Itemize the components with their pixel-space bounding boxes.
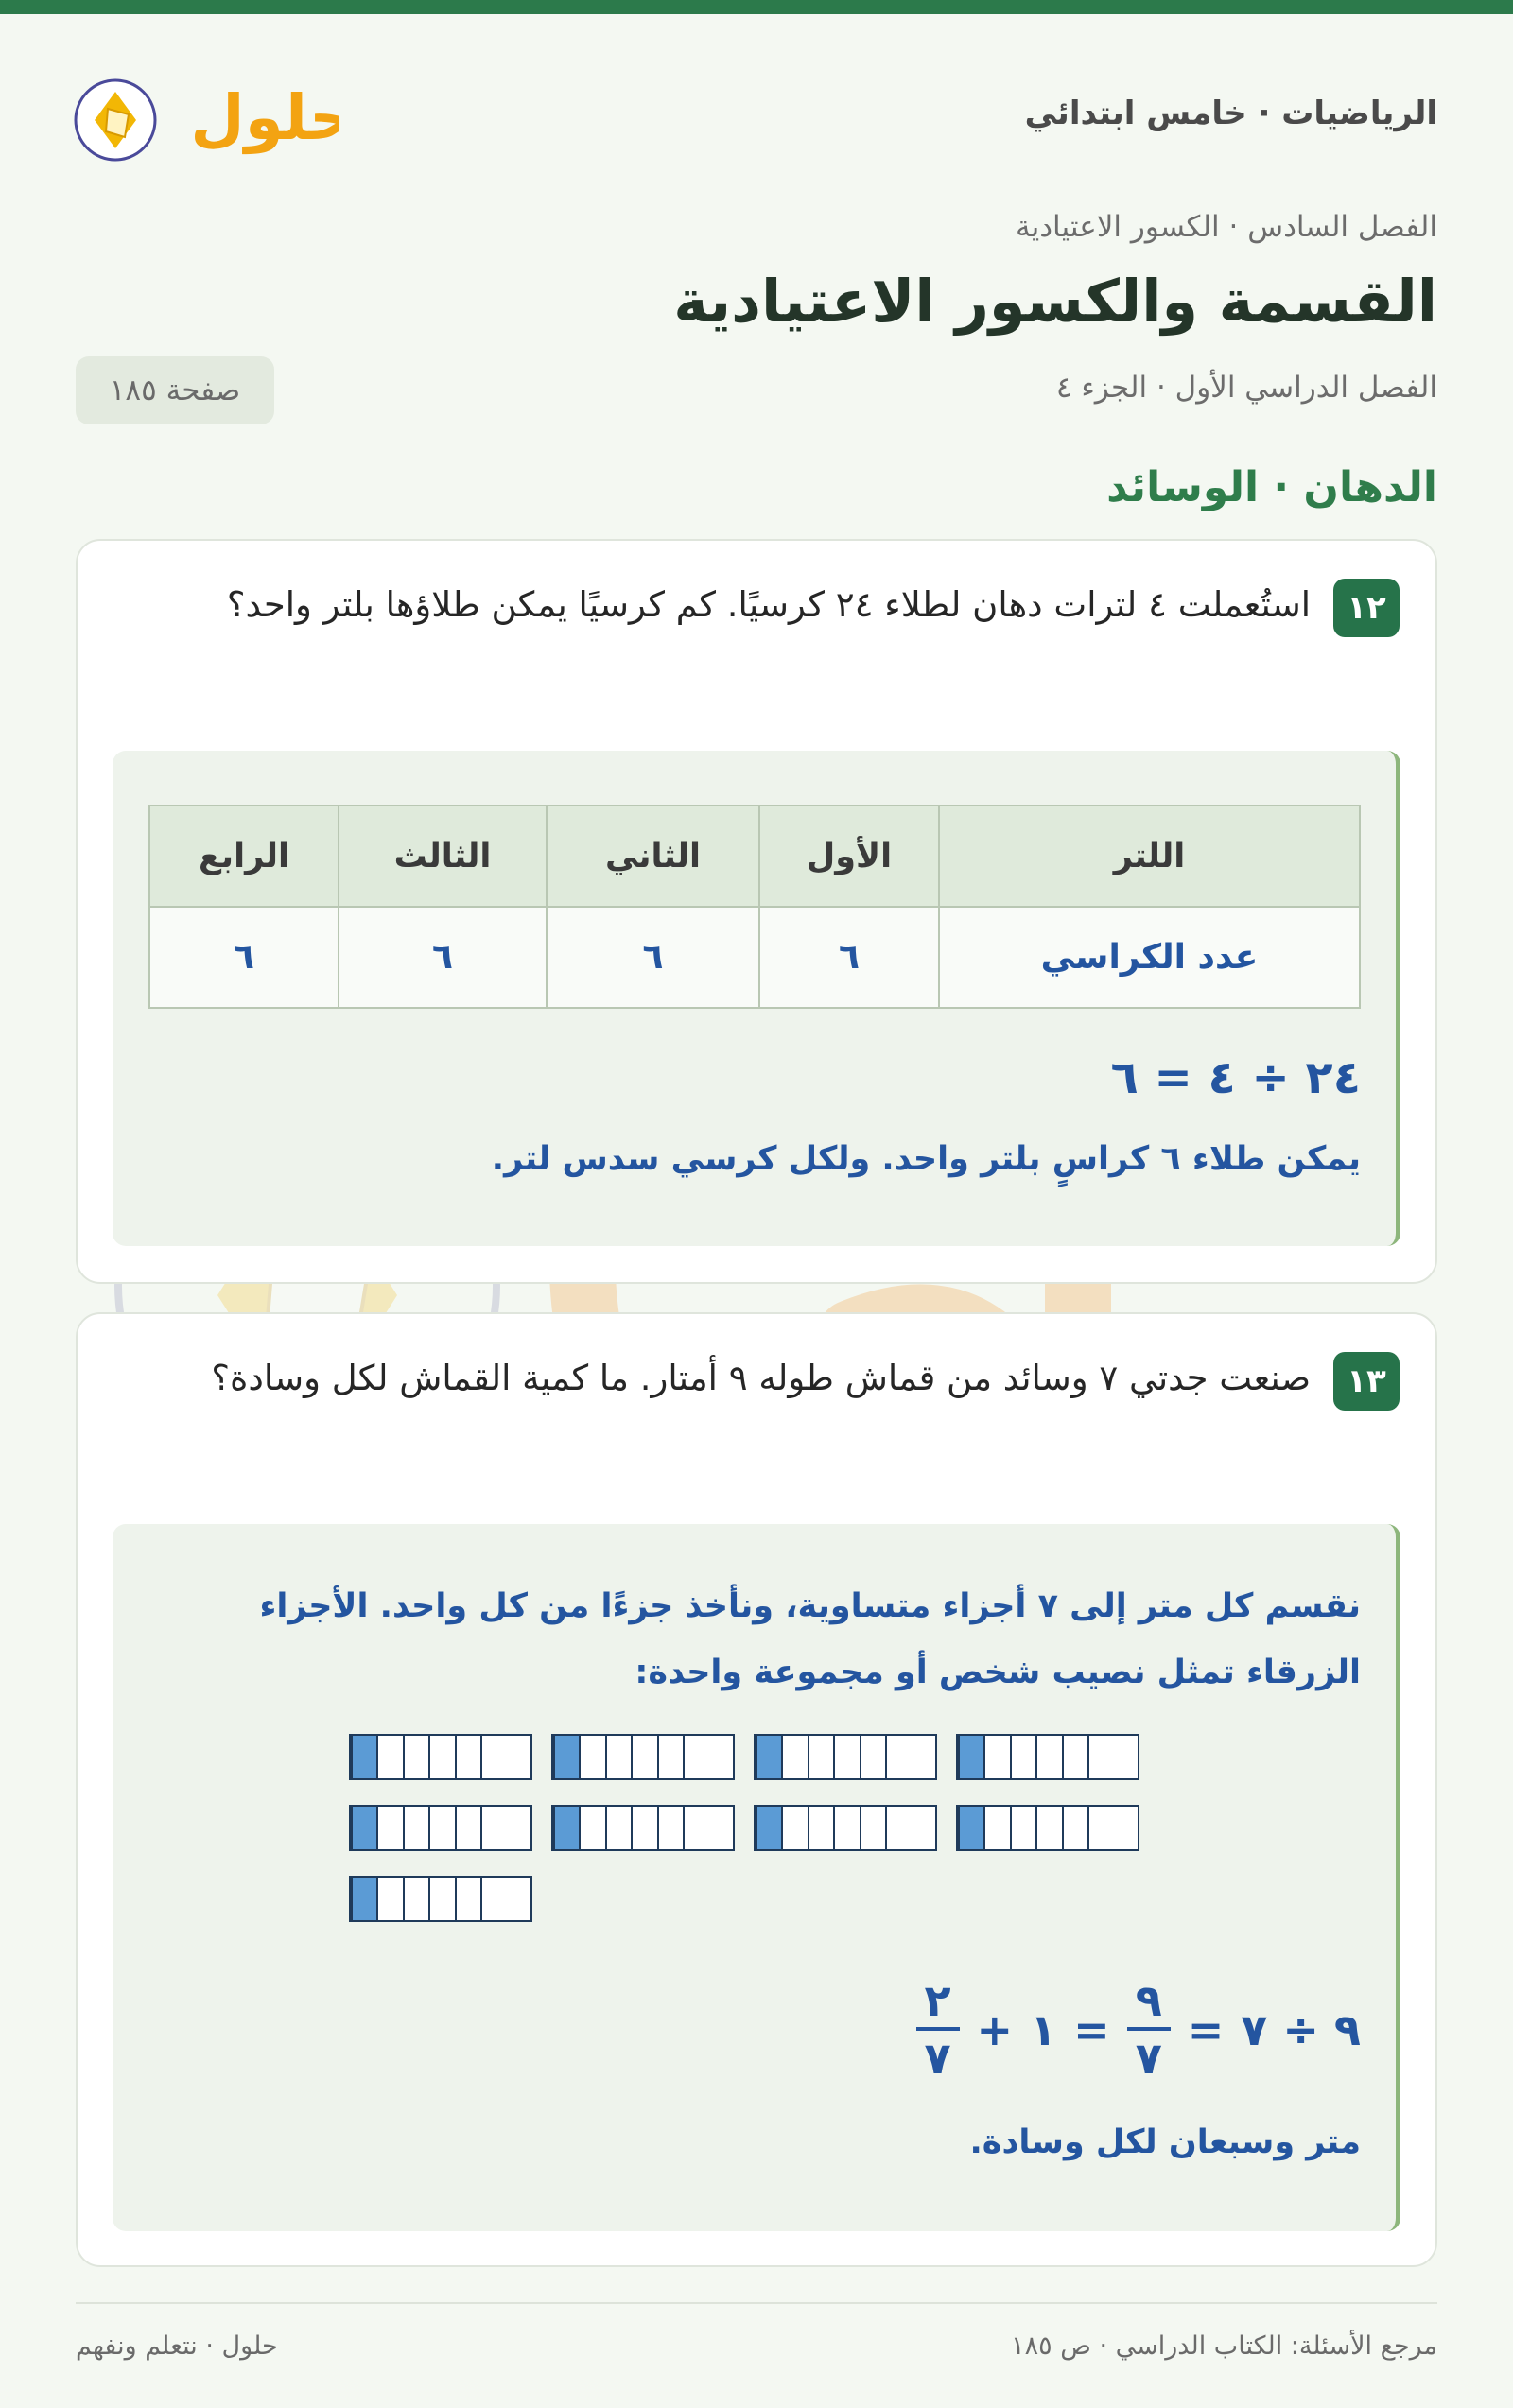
footer-brand: حلول · نتعلم ونفهم [76, 2331, 278, 2361]
fraction-numerator: ٩ [1135, 1975, 1162, 2026]
empty-part [781, 1736, 807, 1778]
empty-part [683, 1807, 708, 1849]
page-number-badge: صفحة ١٨٥ [76, 356, 274, 424]
chapter-line: الفصل السادس · الكسور الاعتيادية [1016, 210, 1437, 244]
fraction-bar [551, 1805, 735, 1851]
shaded-part [351, 1807, 376, 1849]
empty-part [428, 1807, 454, 1849]
fraction-bar [956, 1734, 1139, 1780]
table-row [149, 907, 1360, 1008]
empty-part [912, 1807, 935, 1849]
fraction-denominator: ٧ [924, 2033, 951, 2084]
empty-part [579, 1736, 604, 1778]
table-cell: عدد الكراسي [939, 907, 1360, 1008]
empty-part [376, 1807, 402, 1849]
empty-part [683, 1736, 708, 1778]
empty-part [657, 1736, 683, 1778]
fraction-bar [956, 1805, 1139, 1851]
empty-part [1010, 1736, 1035, 1778]
lesson-title: القسمة والكسور الاعتيادية [673, 267, 1437, 336]
table-cell: ٦ [149, 907, 339, 1008]
question-13-card [76, 1312, 1437, 2267]
table-cell: ٦ [759, 907, 939, 1008]
empty-part [983, 1807, 1009, 1849]
fraction-bar [551, 1734, 735, 1780]
shaded-part [756, 1736, 781, 1778]
empty-part [1114, 1736, 1138, 1778]
question-text: استُعملت ٤ لترات دهان لطلاء ٢٤ كرسيًا. كم كرسيًا يمكن طلاؤها بلتر واحد؟ [226, 584, 1311, 625]
empty-part [833, 1736, 859, 1778]
empty-part [403, 1878, 428, 1920]
empty-part [1087, 1736, 1113, 1778]
top-accent-bar [0, 0, 1513, 14]
empty-part [403, 1807, 428, 1849]
table-header-row [149, 806, 1360, 907]
empty-part [1114, 1807, 1138, 1849]
empty-part [860, 1807, 885, 1849]
empty-part [605, 1736, 631, 1778]
shaded-part [553, 1736, 579, 1778]
empty-part [480, 1878, 506, 1920]
fraction-bar [349, 1805, 532, 1851]
empty-part [428, 1878, 454, 1920]
empty-part [808, 1736, 833, 1778]
equals-sign: = [1187, 2004, 1225, 2055]
shaded-part [351, 1736, 376, 1778]
empty-part [657, 1807, 683, 1849]
empty-part [781, 1807, 807, 1849]
division-equation: ٢٤ ÷ ٤ = ٦ [1110, 1051, 1361, 1104]
answer-box [113, 1524, 1400, 2231]
empty-part [631, 1807, 656, 1849]
empty-part [983, 1736, 1009, 1778]
fraction-denominator: ٧ [1135, 2033, 1162, 2084]
equals-sign: = [1073, 2004, 1110, 2055]
answer-text: يمكن طلاء ٦ كراسٍ بلتر واحد. ولكل كرسي سدس لتر. [491, 1140, 1361, 1178]
empty-part [507, 1736, 530, 1778]
empty-part [579, 1807, 604, 1849]
answer-text: متر وسبعان لكل وسادة. [969, 2123, 1361, 2161]
fraction-bar [349, 1876, 532, 1922]
question-text: صنعت جدتي ٧ وسائد من قماش طوله ٩ أمتار. ما كمية القماش لكل وسادة؟ [211, 1358, 1311, 1398]
empty-part [455, 1878, 480, 1920]
table-header-cell: الثالث [339, 806, 547, 907]
empty-part [376, 1736, 402, 1778]
empty-part [480, 1736, 506, 1778]
empty-part [428, 1736, 454, 1778]
question-number-badge: ١٢ [1333, 579, 1400, 637]
question-12-card [76, 539, 1437, 1284]
empty-part [1010, 1807, 1035, 1849]
fraction-bar [349, 1734, 532, 1780]
logo-wordmark: حلول [190, 81, 339, 154]
empty-part [1035, 1807, 1061, 1849]
question-number-badge: ١٣ [1333, 1352, 1400, 1411]
table-cell: ٦ [547, 907, 759, 1008]
empty-part [885, 1807, 911, 1849]
answer-box [113, 751, 1400, 1246]
fraction-nine-sevenths [1127, 1974, 1171, 2086]
plus-sign: + [976, 2004, 1014, 2055]
subject-grade: الرياضيات · خامس ابتدائي [1024, 95, 1437, 132]
empty-part [912, 1736, 935, 1778]
shaded-part [756, 1807, 781, 1849]
table-header-cell: اللتر [939, 806, 1360, 907]
section-title: الدهان · الوسائد [1106, 463, 1437, 511]
shaded-part [553, 1807, 579, 1849]
footer-divider [76, 2302, 1437, 2304]
footer-source: مرجع الأسئلة: الكتاب الدراسي · ص ١٨٥ [1011, 2331, 1437, 2361]
empty-part [631, 1736, 656, 1778]
empty-part [1087, 1807, 1113, 1849]
hulul-logo[interactable] [74, 61, 339, 165]
fraction-numerator: ٢ [924, 1975, 951, 2026]
empty-part [1062, 1807, 1087, 1849]
empty-part [885, 1736, 911, 1778]
empty-part [455, 1807, 480, 1849]
empty-part [403, 1736, 428, 1778]
table-header-cell: الأول [759, 806, 939, 907]
table-cell: ٦ [339, 907, 547, 1008]
explanation-text: نقسم كل متر إلى ٧ أجزاء متساوية، ونأخذ جزءًا من كل واحد. الأجزاء الزرقاء تمثل نصيب شخص أو مجموعة واحدة: [259, 1587, 1361, 1691]
fraction-bar [754, 1805, 937, 1851]
fraction-bar [754, 1734, 937, 1780]
empty-part [376, 1878, 402, 1920]
empty-part [833, 1807, 859, 1849]
paint-table [148, 805, 1361, 1009]
empty-part [1035, 1736, 1061, 1778]
empty-part [1062, 1736, 1087, 1778]
empty-part [507, 1878, 530, 1920]
empty-part [709, 1807, 733, 1849]
equation-lhs: ٩ ÷ ٧ [1241, 2004, 1361, 2055]
empty-part [605, 1807, 631, 1849]
empty-part [507, 1807, 530, 1849]
shaded-part [958, 1736, 983, 1778]
empty-part [455, 1736, 480, 1778]
table-header-cell: الرابع [149, 806, 339, 907]
empty-part [480, 1807, 506, 1849]
empty-part [808, 1807, 833, 1849]
fraction-equation [916, 1974, 1361, 2086]
empty-part [860, 1736, 885, 1778]
empty-part [709, 1736, 733, 1778]
shaded-part [351, 1878, 376, 1920]
fraction-bars [349, 1734, 1172, 1923]
shaded-part [958, 1807, 983, 1849]
whole-number: ١ [1030, 2004, 1057, 2055]
term-line: الفصل الدراسي الأول · الجزء ٤ [1055, 371, 1437, 405]
fraction-two-sevenths [916, 1974, 960, 2086]
table-header-cell: الثاني [547, 806, 759, 907]
